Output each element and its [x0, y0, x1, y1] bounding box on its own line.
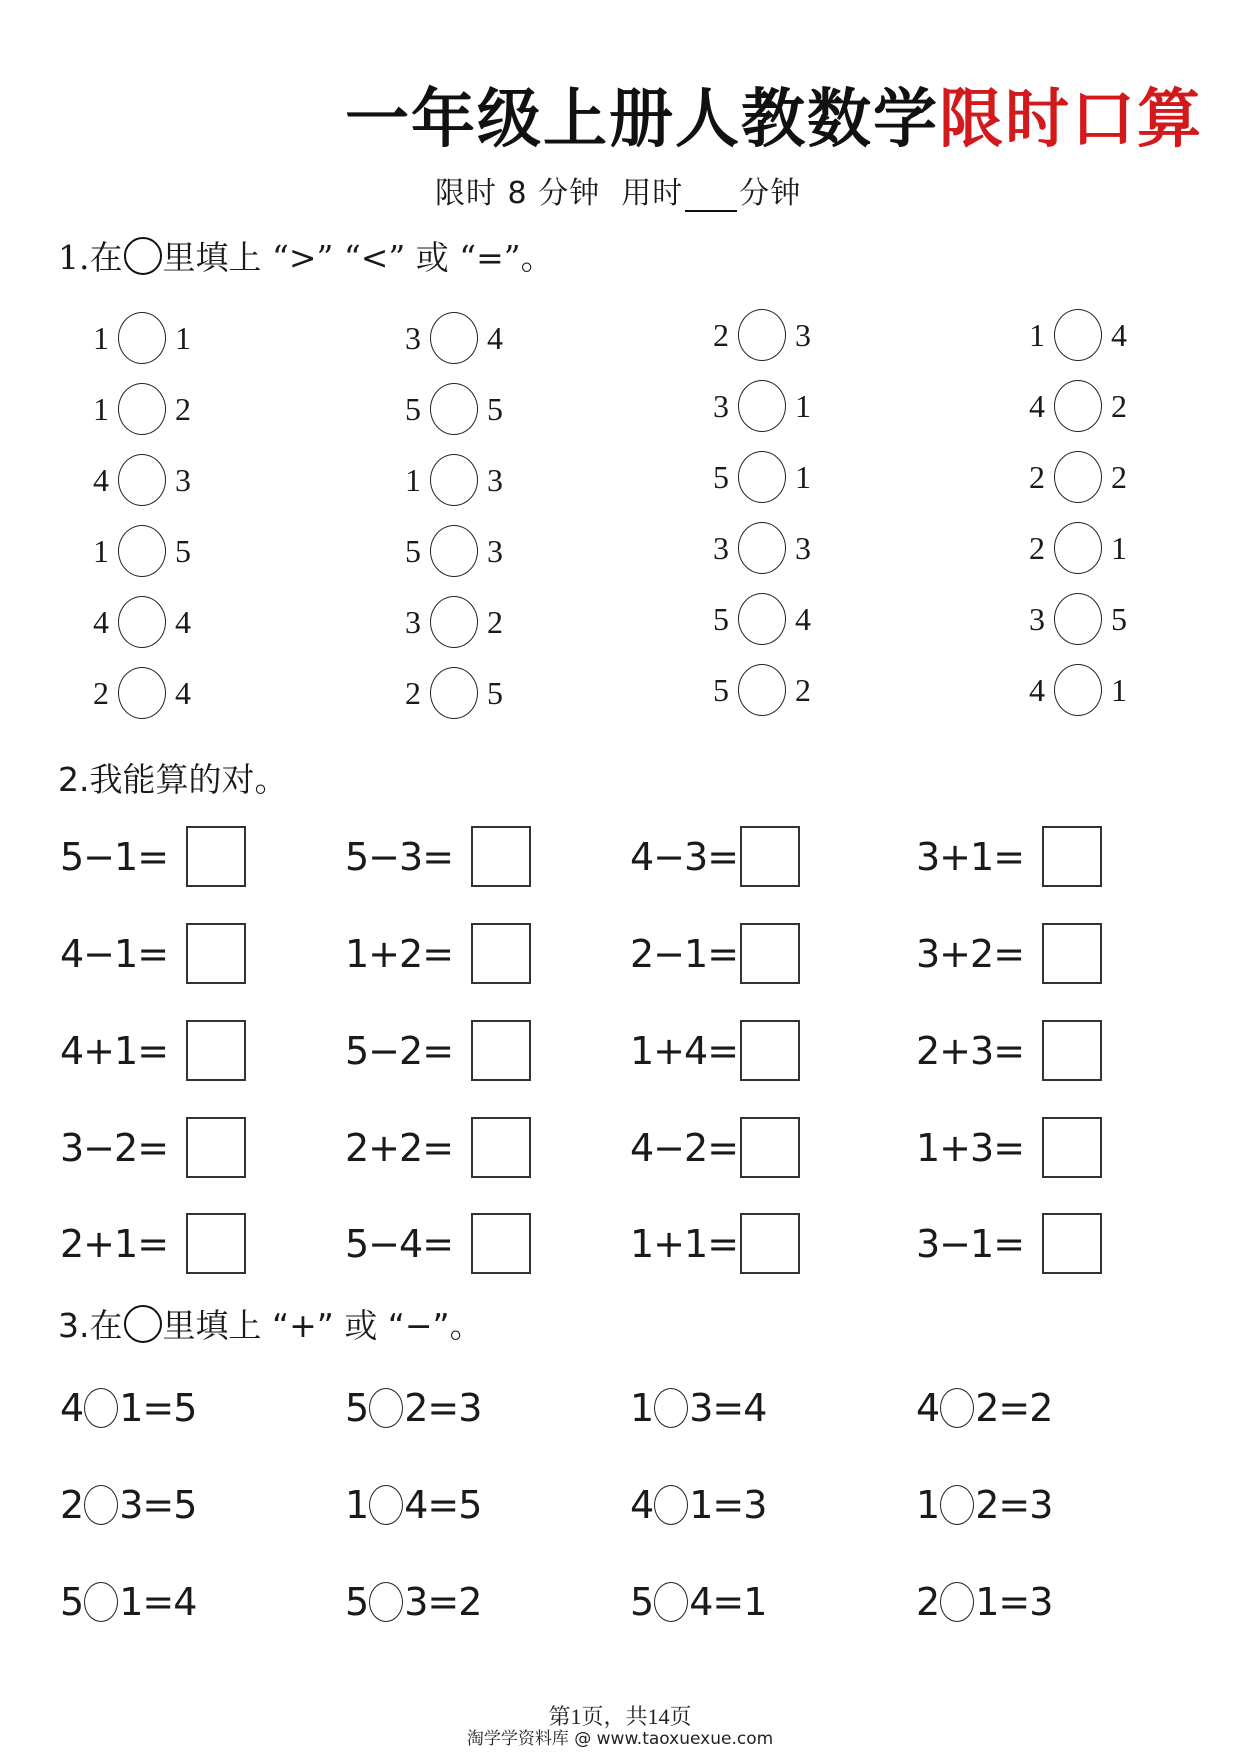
section3-heading-prefix: 3.在 [58, 1306, 123, 1345]
left-number: 2 [93, 674, 109, 711]
left-number: 1 [93, 390, 109, 427]
right-number: 4 [1111, 316, 1127, 353]
left-number: 4 [1029, 387, 1045, 424]
right-number: 4 [175, 603, 191, 640]
answer-box[interactable] [1042, 1117, 1102, 1178]
answer-circle[interactable] [1054, 451, 1102, 503]
comparison-item [708, 522, 816, 574]
comparison-item [88, 454, 196, 506]
answer-circle[interactable] [430, 383, 478, 435]
answer-box[interactable] [1042, 1020, 1102, 1081]
equation-rest: 2=3 [404, 1386, 482, 1430]
equation-rest: 1=3 [975, 1580, 1053, 1624]
left-number: 4 [1029, 671, 1045, 708]
answer-circle[interactable] [118, 667, 166, 719]
answer-box[interactable] [740, 923, 800, 984]
calculation-item [916, 1117, 1102, 1178]
expression: 3+2= [916, 931, 1025, 976]
operator-circle[interactable] [654, 1582, 688, 1622]
first-operand: 5 [345, 1580, 369, 1624]
comparison-item [400, 667, 508, 719]
calculation-item [60, 826, 246, 887]
answer-circle[interactable] [118, 383, 166, 435]
right-number: 1 [795, 458, 811, 495]
comparison-item [1024, 593, 1132, 645]
operator-circle[interactable] [369, 1485, 403, 1525]
answer-box[interactable] [186, 1117, 246, 1178]
calculation-item [60, 1117, 246, 1178]
answer-circle[interactable] [738, 309, 786, 361]
equation-rest: 1=4 [119, 1580, 197, 1624]
comparison-item [1024, 309, 1132, 361]
calculation-item [916, 923, 1102, 984]
expression: 3+1= [916, 834, 1025, 879]
left-number: 5 [713, 600, 729, 637]
first-operand: 5 [345, 1386, 369, 1430]
time-used-unit: 分钟 [739, 176, 802, 211]
comparison-item [88, 525, 196, 577]
comparison-item [708, 593, 816, 645]
expression: 2−1= [630, 931, 739, 976]
comparison-item [1024, 380, 1132, 432]
calculation-item [345, 826, 531, 887]
calculation-item [916, 826, 1102, 887]
answer-box[interactable] [186, 1213, 246, 1274]
title-highlight: 限时口算 [939, 82, 1203, 157]
right-number: 5 [175, 532, 191, 569]
first-operand: 1 [630, 1386, 654, 1430]
left-number: 1 [1029, 316, 1045, 353]
first-operand: 4 [630, 1483, 654, 1527]
left-number: 3 [713, 387, 729, 424]
calculation-item [345, 1213, 531, 1274]
answer-box[interactable] [471, 923, 531, 984]
comparison-item [1024, 451, 1132, 503]
time-limit-unit: 分钟 [538, 176, 601, 211]
calculation-item [60, 1020, 246, 1081]
section1-heading-prefix: 1.在 [58, 238, 123, 277]
right-number: 2 [175, 390, 191, 427]
time-info [435, 168, 801, 212]
calculation-item [916, 1213, 1102, 1274]
operator-item [345, 1580, 481, 1624]
right-number: 3 [487, 532, 503, 569]
watermark-site: 淘学学资料库 @ www.taoxuexue.com [466, 1729, 774, 1749]
right-number: 2 [795, 671, 811, 708]
expression: 5−1= [60, 834, 169, 879]
operator-circle[interactable] [940, 1582, 974, 1622]
section3-heading [58, 1300, 483, 1347]
answer-circle[interactable] [118, 596, 166, 648]
operator-item [60, 1483, 196, 1527]
operator-item [916, 1386, 1052, 1430]
right-number: 5 [487, 390, 503, 427]
equation-rest: 4=5 [404, 1483, 482, 1527]
answer-box[interactable] [186, 1020, 246, 1081]
comparison-item [400, 525, 508, 577]
answer-circle[interactable] [1054, 522, 1102, 574]
answer-circle[interactable] [1054, 664, 1102, 716]
operator-circle[interactable] [654, 1388, 688, 1428]
right-number: 1 [795, 387, 811, 424]
expression: 4−2= [630, 1125, 739, 1170]
right-number: 1 [1111, 671, 1127, 708]
equation-rest: 2=3 [975, 1483, 1053, 1527]
equation-rest: 2=2 [975, 1386, 1053, 1430]
answer-circle[interactable] [430, 312, 478, 364]
left-number: 3 [713, 529, 729, 566]
right-number: 3 [795, 529, 811, 566]
comparison-item [708, 309, 816, 361]
left-number: 5 [713, 458, 729, 495]
right-number: 5 [1111, 600, 1127, 637]
page-number: 第1页，共14页 [548, 1704, 692, 1729]
answer-box[interactable] [740, 1117, 800, 1178]
answer-box[interactable] [471, 826, 531, 887]
equation-rest: 3=2 [404, 1580, 482, 1624]
left-number: 5 [405, 532, 421, 569]
expression: 4+1= [60, 1028, 169, 1073]
worksheet-title [345, 68, 1203, 160]
expression: 3−1= [916, 1221, 1025, 1266]
left-number: 3 [1029, 600, 1045, 637]
left-number: 2 [405, 674, 421, 711]
answer-box[interactable] [1042, 923, 1102, 984]
operator-item [345, 1386, 481, 1430]
expression: 1+3= [916, 1125, 1025, 1170]
left-number: 2 [713, 316, 729, 353]
first-operand: 5 [60, 1580, 84, 1624]
expression: 4−1= [60, 931, 169, 976]
answer-circle[interactable] [1054, 309, 1102, 361]
answer-circle[interactable] [738, 593, 786, 645]
comparison-item [1024, 522, 1132, 574]
time-used-blank[interactable] [685, 182, 737, 212]
right-number: 3 [795, 316, 811, 353]
expression: 2+3= [916, 1028, 1025, 1073]
left-number: 4 [93, 461, 109, 498]
first-operand: 5 [630, 1580, 654, 1624]
answer-box[interactable] [471, 1117, 531, 1178]
operator-circle[interactable] [84, 1485, 118, 1525]
comparison-item [400, 596, 508, 648]
operator-item [630, 1386, 766, 1430]
title-main: 一年级上册人教数学 [345, 82, 939, 157]
first-operand: 1 [345, 1483, 369, 1527]
calculation-item [345, 923, 531, 984]
left-number: 2 [1029, 529, 1045, 566]
operator-item [60, 1386, 196, 1430]
comparison-item [708, 380, 816, 432]
answer-box[interactable] [471, 1020, 531, 1081]
expression: 1+4= [630, 1028, 739, 1073]
comparison-item [88, 667, 196, 719]
time-limit-value: 8 [507, 176, 528, 211]
first-operand: 2 [916, 1580, 940, 1624]
circle-icon [124, 1305, 162, 1343]
left-number: 1 [405, 461, 421, 498]
answer-circle[interactable] [738, 451, 786, 503]
right-number: 1 [175, 319, 191, 356]
calculation-item [345, 1020, 531, 1081]
first-operand: 4 [60, 1386, 84, 1430]
operator-item [916, 1580, 1052, 1624]
comparison-item [1024, 664, 1132, 716]
comparison-item [400, 312, 508, 364]
comparison-item [88, 312, 196, 364]
expression: 5−4= [345, 1221, 454, 1266]
answer-circle[interactable] [738, 664, 786, 716]
operator-item [60, 1580, 196, 1624]
left-number: 3 [405, 603, 421, 640]
operator-circle[interactable] [369, 1582, 403, 1622]
right-number: 2 [487, 603, 503, 640]
answer-box[interactable] [186, 923, 246, 984]
answer-box[interactable] [740, 826, 800, 887]
answer-circle[interactable] [430, 667, 478, 719]
comparison-item [88, 383, 196, 435]
expression: 3−2= [60, 1125, 169, 1170]
left-number: 1 [93, 319, 109, 356]
answer-box[interactable] [740, 1213, 800, 1274]
section1-heading-suffix: 里填上 “>” “<” 或 “=”。 [162, 238, 554, 277]
calculation-item [630, 1117, 800, 1178]
right-number: 2 [1111, 458, 1127, 495]
comparison-item [708, 664, 816, 716]
calculation-item [60, 1213, 246, 1274]
answer-circle[interactable] [118, 525, 166, 577]
operator-item [630, 1580, 766, 1624]
first-operand: 1 [916, 1483, 940, 1527]
section2-heading: 2.我能算的对。 [58, 760, 288, 799]
right-number: 2 [1111, 387, 1127, 424]
operator-circle[interactable] [84, 1582, 118, 1622]
right-number: 3 [175, 461, 191, 498]
comparison-item [88, 596, 196, 648]
answer-circle[interactable] [430, 454, 478, 506]
answer-box[interactable] [186, 826, 246, 887]
left-number: 2 [1029, 458, 1045, 495]
operator-circle[interactable] [369, 1388, 403, 1428]
answer-box[interactable] [1042, 826, 1102, 887]
right-number: 3 [487, 461, 503, 498]
answer-circle[interactable] [118, 454, 166, 506]
section1-heading [58, 232, 554, 279]
first-operand: 2 [60, 1483, 84, 1527]
expression: 1+2= [345, 931, 454, 976]
calculation-item [630, 923, 800, 984]
answer-circle[interactable] [1054, 593, 1102, 645]
right-number: 4 [175, 674, 191, 711]
right-number: 1 [1111, 529, 1127, 566]
time-limit-label: 限时 [435, 176, 497, 211]
operator-circle[interactable] [654, 1485, 688, 1525]
left-number: 5 [713, 671, 729, 708]
equation-rest: 4=1 [689, 1580, 767, 1624]
left-number: 5 [405, 390, 421, 427]
equation-rest: 3=4 [689, 1386, 767, 1430]
answer-circle[interactable] [430, 525, 478, 577]
comparison-item [400, 454, 508, 506]
answer-box[interactable] [471, 1213, 531, 1274]
comparison-item [400, 383, 508, 435]
expression: 4−3= [630, 834, 739, 879]
equation-rest: 3=5 [119, 1483, 197, 1527]
expression: 2+2= [345, 1125, 454, 1170]
circle-icon [124, 237, 162, 275]
operator-item [916, 1483, 1052, 1527]
equation-rest: 1=3 [689, 1483, 767, 1527]
operator-item [345, 1483, 481, 1527]
calculation-item [630, 1213, 800, 1274]
right-number: 5 [487, 674, 503, 711]
right-number: 4 [487, 319, 503, 356]
section3-heading-suffix: 里填上 “+” 或 “−”。 [162, 1306, 483, 1345]
operator-circle[interactable] [940, 1485, 974, 1525]
left-number: 4 [93, 603, 109, 640]
expression: 5−2= [345, 1028, 454, 1073]
operator-circle[interactable] [84, 1388, 118, 1428]
calculation-item [60, 923, 246, 984]
comparison-item [708, 451, 816, 503]
answer-box[interactable] [1042, 1213, 1102, 1274]
answer-circle[interactable] [430, 596, 478, 648]
operator-item [630, 1483, 766, 1527]
time-used-label: 用时 [621, 176, 684, 211]
expression: 5−3= [345, 834, 454, 879]
answer-circle[interactable] [118, 312, 166, 364]
first-operand: 4 [916, 1386, 940, 1430]
equation-rest: 1=5 [119, 1386, 197, 1430]
right-number: 4 [795, 600, 811, 637]
answer-circle[interactable] [1054, 380, 1102, 432]
operator-circle[interactable] [940, 1388, 974, 1428]
left-number: 1 [93, 532, 109, 569]
calculation-item [630, 1020, 800, 1081]
left-number: 3 [405, 319, 421, 356]
expression: 1+1= [630, 1221, 739, 1266]
answer-box[interactable] [740, 1020, 800, 1081]
calculation-item [345, 1117, 531, 1178]
calculation-item [916, 1020, 1102, 1081]
expression: 2+1= [60, 1221, 169, 1266]
answer-circle[interactable] [738, 522, 786, 574]
answer-circle[interactable] [738, 380, 786, 432]
calculation-item [630, 826, 800, 887]
